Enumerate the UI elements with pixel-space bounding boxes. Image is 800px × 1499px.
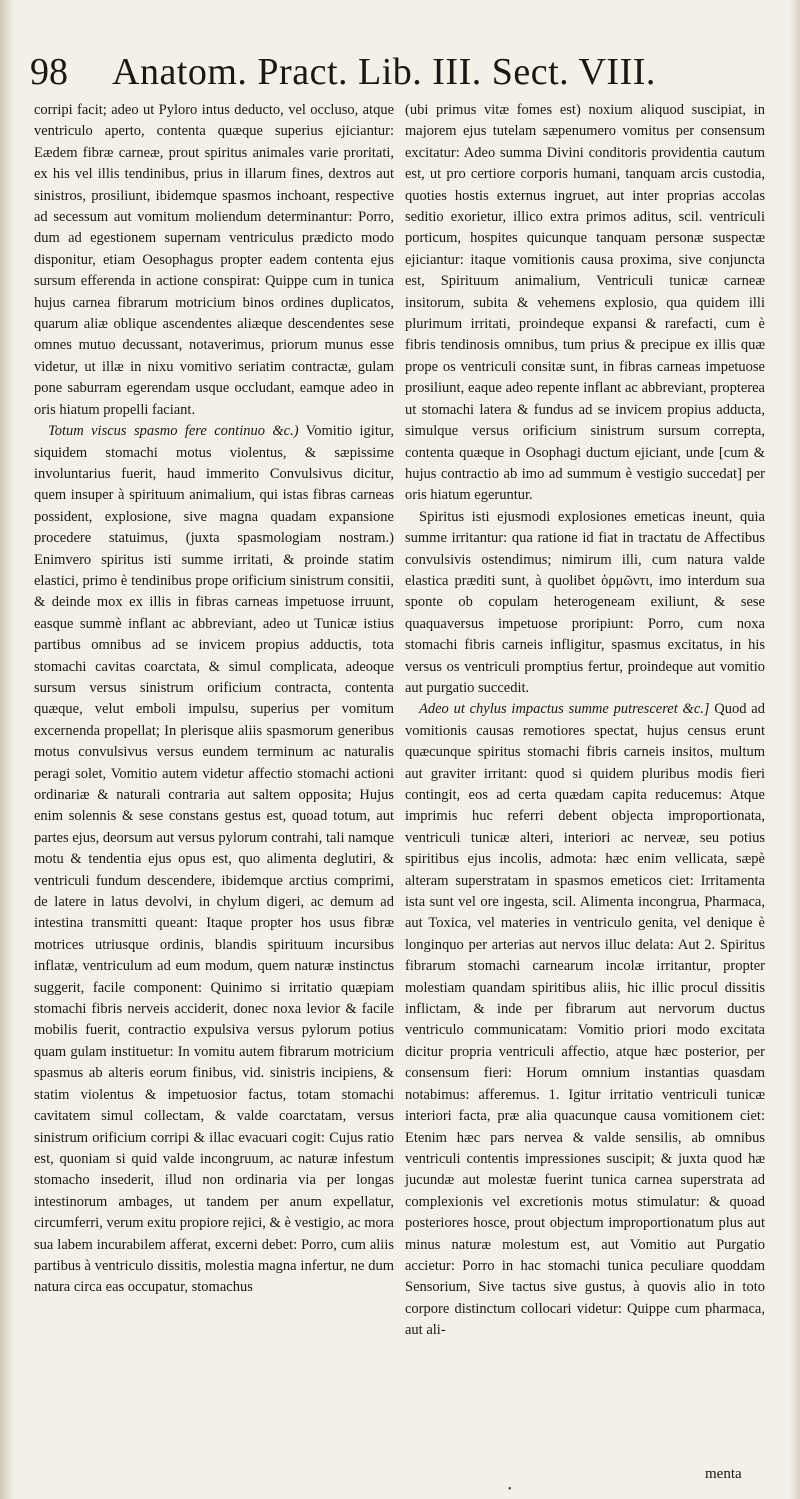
lemma: Adeo ut chylus impactus summe putresceret &c.] [419,701,710,718]
page-header [30,50,790,98]
right-column [405,100,765,1342]
page-number: 98 [30,51,68,93]
catchword: menta [705,1466,742,1482]
paragraph: Adeo ut chylus impactus summe putresceret &c.] Quod ad vomitionis causas remotiores spectat, hujus census erunt quæcunque spiritus stomachi fibris carneis insitos, multum aut graviter irritant: quod si quidem pluribus modis fieri contingit, eos ad certa quædam capita reducemus: Atque imprimis huc referri debent objecta improportionata, ventriculi tunicæ alteri, interiori ac nerveæ, seu potius spiritibus ejus incolis, admota: hæc enim vellicata, sæpè alteram superstratam in spasmos emeticos ciet: Irritamenta ista sunt vel ore ingesta, scil. Alimenta incongrua, Pharmaca, aut Toxica, vel materies in ventriculo genita, vel denique è longinquo per arterias aut nervos illuc delata: Aut 2. Spiritus fibrarum stomachi carnearum incolæ irritantur, propter molestiam quandam spiritibus aliis, hic illic procul dissitis inflictam, & inde per fibrarum aut nervorum ductus ventriculo communicatam: Vomitio priori modo excitata dicitur propria ventriculi affectio, atque hæc posterior, per consensum fieri: Horum omnium instantias quasdam notabimus: afferemus. 1. Igitur irritatio ventriculi tunicæ interiori facta, præ alia quacunque causa vomitionem ciet: Etenim hæc pars nervea & valde sensilis, ab omnibus ventriculi contentis impressiones suscipit; & juxta quod hæ jucundæ aut molestæ fuerint tunica carnea superstrata ad complexionis vel excretionis motus stimulatur: & quoad posteriores hosce, prout objectum improportionatum plus aut minus naturæ molestum est, aut Vomitio aut Purgatio accietur: Porro in hac stomachi tunica peculiare quoddam Sensorium, Sive tactus sive gustus, à quovis alio in toto corpore distinctum collocari videtur: Quippe cum pharmaca, aut ali- [405,701,765,1339]
paragraph: corripi facit; adeo ut Pyloro intus deducto, vel occluso, atque ventriculo aperto, contenta quæque superius ejiciantur: Eædem fibræ carneæ, prout spiritus animales varie proritati, ex his vel illis tendinibus, prius in illarum fines, dextros aut sinistros, prosiliunt, ibidemque spasmos inchoant, respective ad secessum aut vomitum moliendum determinantur: Porro, dum ad egestionem supernam ventriculus prædicto modo disponitur, etiam Oesophagus propter eadem contenta ejus sursum efferenda in actione conspirat: Quippe cum in tunica hujus carnea fibrarum motricium binos ordines duplicatos, quarum aliæ oblique ascendentes aliæque descendentes sese omnes mutuo decussant, notaverimus, priorum munus esse videtur, ut illæ in nixu vomitivo seriatim contractæ, gulam pone saburram egerendam usque occludant, eamque adeo in oris hiatum propelli faciant. [34,102,394,418]
left-column [34,100,394,1299]
paragraph: Totum viscus spasmo fere continuo &c.) Vomitio igitur, siquidem stomachi motus violentus, & sæpissime involuntarius fuerit, haud immerito Convulsivus dicitur, quem insuper à spirituum animalium, qui istas fibras carneas possident, explosione, sive magna quadam expansione procedere statuimus, (juxta spasmologiam nostram.) Enimvero spiritus isti summe irritati, & proinde statim elastici, primo è tendinibus prope orificium sinistrum consitii, & deinde mox ex illis in fibras carneas impetuose irruunt, easque summè inflant ac abbreviant, adeo ut Tunicæ istius partibus omnibus ad se invicem propius adductis, tota stomachi cavitas coarctata, & simul complicata, adeoque sursum versus sinistrum orificium contracta, contenta quæque, velut emboli impulsu, superius per vomitum excernenda propellat; In plerisque aliis spasmorum generibus motus convulsivus versus eundem terminum ac naturalis peragi solet, Vomitio autem videtur affectio stomachi actioni ordinariæ & naturali contraria aut saltem opposita; Hujus enim solennis & sese constans gestus est, quoad totum, aut partes ejus, deorsum aut versus pylorum contrahi, tali namque motu & tendentia ejus opus est, quo alimenta deglutiri, & ventriculi fundum descendere, ibidemque arctius comprimi, de latere in latus devolvi, in chylum digeri, ac demum ad intestina transmitti queant: Itaque propter hos usus fibræ motrices utriusque ordinis, blandis spirituum incursibus inflatæ, ventriculum ad eum modum, quem naturæ instinctus suggerit, facile component: Quinimo si irritatio quæpiam stomachi fibris nerveis acciderit, donec noxa levior & facile mobilis fuerit, contractio expulsiva versus pylorum potius quam gulam instituetur: In vomitu autem fibrarum motricium spasmus ab alteris eorum finibus, vid. sinistris incipiens, & statim violentus & impetuosior factus, totam stomachi cavitatem simul collectam, & valde coarctatam, versus sinistrum orificium corripi & illac evacuari cogit: Cujus ratio est, quoniam si quid valde incongruum, ac naturæ infestum stomacho insederit, illud non ordinaria via per longas intestinorum ambages, ut tandem per anum expellatur, circumferri, verum exitu propiore rejici, & è vestigio, ac mora sua labem incurabilem afferat, excerni debet: Porro, cum aliis partibus à ventriculo dissitis, molestia magna infertur, ne dum natura circa eas occupatur, stomachus [34,423,394,1296]
paragraph: (ubi primus vitæ fomes est) noxium aliquod suscipiat, in majorem ejus tutelam sæpenumero vomitus per consensum excitatur: Adeo summa Divini conditoris providentia cautum est, ut pro certiore corporis humani, tanquam arcis custodia, quoties hostis externus ingruet, aut inter proprias accolas seditio exorietur, illico extra primos aditus, scil. ventriculi porticum, hospites quicunque tanquam personæ suspectæ ejiciantur: itaque vomitionis causa proxima, sive conjuncta est, Spirituum animalium, Ventriculi tunicæ carneæ insitorum, subita & vehemens explosio, qua quidem illi plurimum irritati, proindeque expansi & rarefacti, cum è fibris tendinosis omnibus, tum prius & precipue ex illis quæ prope os ventriculi consitæ sunt, in fibras carneas impetuose prosiliunt, eaque adeo repente inflant ac abbreviant, propterea ut stomachi latera & fundus ad se invicem propius adducta, simulque versus orificium sinistrum sursum correpta, contenta quæque in Osophagi ductum ejiciant, unde [cum & hujus contractio ab imo ad summum è vestigio succedat] per oris hiatum egeruntur. [405,102,765,504]
running-title: Anatom. Pract. Lib. III. Sect. VIII. [112,51,656,93]
page-dot-ornament: • [508,1484,512,1495]
lemma: Totum viscus spasmo fere continuo &c.) [48,423,299,440]
paragraph: Spiritus isti ejusmodi explosiones emeticas ineunt, quia summe irritantur: qua ratione id fiat in tractatu de Affectibus convulsivis ostendimus; nimirum illi, cum natura valde elastica præditi sunt, à quolibet ὁρμῶντι, imo interdum sua sponte ob copulam heterogeneam exiliunt, & sese quaquaversus impetuose proripiunt: Porro, cum noxa stomachi fibris carneis infligitur, spasmus excitatus, in his versus os ventriculi promptius fertur, proindeque aut vomitio aut purgatio succedit. [405,508,765,696]
edge-shadow [790,0,800,1499]
gutter-shadow [0,0,14,1499]
